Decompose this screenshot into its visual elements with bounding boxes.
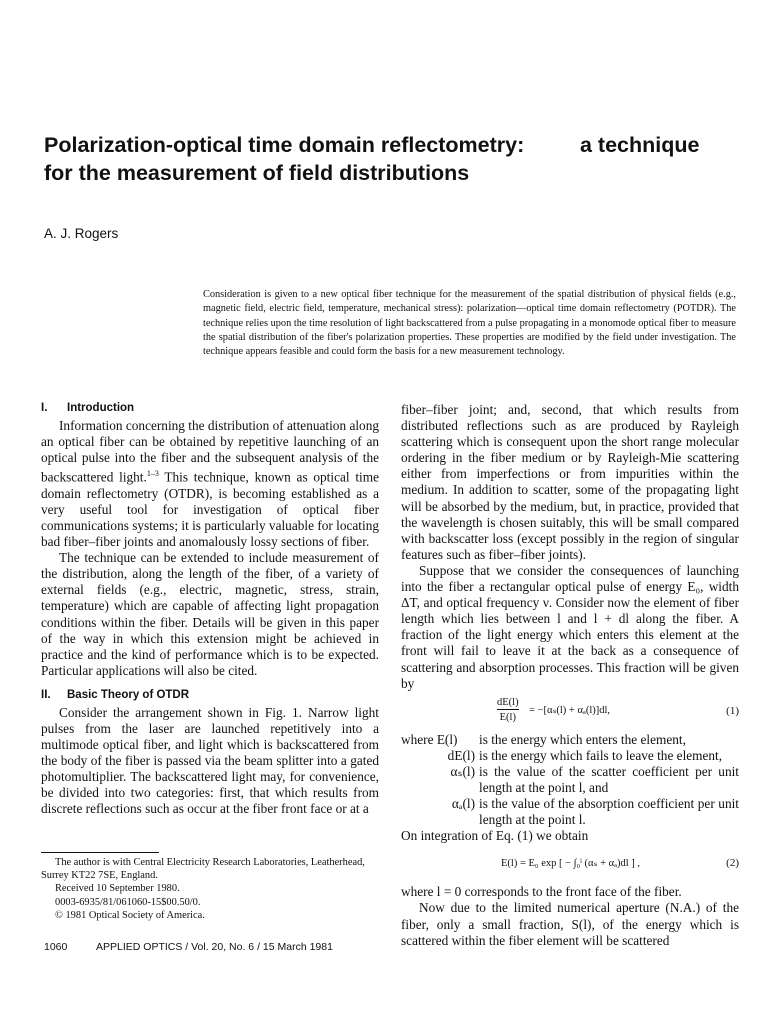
footnote-affiliation: The author is with Central Electricity Research Laboratories, Leatherhead, Surrey KT22 7SE, England. (41, 857, 365, 882)
paper-title (44, 131, 734, 187)
equation-1-number: (1) (726, 704, 739, 717)
definition-symbol: αₐ(l) (451, 796, 475, 812)
definition-item (401, 796, 739, 828)
definition-item (401, 748, 739, 764)
section-2-number: II. (41, 688, 51, 701)
right-column (401, 402, 739, 949)
equation-1-numerator: dE(l) (497, 696, 519, 708)
equation-1-fraction (497, 696, 519, 724)
page-number: 1060 (44, 941, 68, 953)
title-line-1a: Polarization-optical time domain reflectometry: (44, 133, 525, 157)
reference-superscript: 1–3 (146, 469, 159, 479)
abstract: Consideration is given to a new optical fiber technique for the measurement of the spatial distribution of physical fields (e.g., magnetic field, electric field, temperature, mechanical stress): polarization—optical time domain reflectometry (POTDR). The technique relies upon the time resolution of light backscattered from a pulse propagating in a monomode optical fiber to measure the spatial distribution of the fiber's polarization properties. These properties are modified by the field under investigation. The technique appears feasible and could form the basis for a new measurement technology. (203, 289, 736, 358)
definition-item (401, 732, 739, 748)
equation-1-denominator: E(l) (497, 709, 519, 724)
section-1-paragraph-1 (41, 418, 379, 550)
equation-1 (401, 694, 739, 730)
definition-symbol: dE(l) (447, 747, 475, 763)
title-line-1b: a technique (580, 133, 700, 157)
definition-symbol: αₛ(l) (450, 763, 475, 779)
footnote (41, 856, 381, 922)
footnote-received: Received 10 September 1980. (55, 883, 180, 895)
footnote-copyright: © 1981 Optical Society of America. (55, 909, 205, 921)
definition-text: is the value of the absorption coefficient per unit length at the point l. (479, 796, 739, 828)
section-2-title: Basic Theory of OTDR (67, 688, 190, 701)
definition-text: is the energy which fails to leave the element, (479, 747, 723, 763)
section-1-number: I. (41, 402, 48, 414)
equation-2 (401, 846, 739, 882)
right-paragraph-2: Suppose that we consider the consequences of launching into the fiber a rectangular optical pulse of energy E₀, width ΔT, and optical frequency ν. Consider now the element of fiber length which lies between l and l + dl along the fiber. A fraction of the light energy which enters this element at the front will fail to leave it at the back as a consequence of scattering and absorption processes. This fraction will be given by (401, 562, 739, 691)
section-1-title: Introduction (67, 402, 135, 414)
footnote-divider (41, 852, 159, 853)
definition-text: is the energy which enters the element, (479, 731, 686, 747)
footnote-code: 0003-6935/81/061060-15$00.50/0. (55, 896, 201, 908)
definition-text: is the value of the scatter coefficient per unit length at the point l, and (479, 763, 739, 795)
section-1-p1-rest: This technique, known as optical time domain reflectometry (OTDR), is becoming established as a very useful tool for investigation of optical fiber communications systems; it is particularly valuable for locating bad fiber–fiber joints and anomalously lossy sections of fiber. (41, 469, 379, 550)
journal-citation: APPLIED OPTICS / Vol. 20, No. 6 / 15 March 1981 (96, 941, 333, 953)
section-2-heading (41, 687, 379, 703)
right-paragraph-5: Now due to the limited numerical aperture (N.A.) of the fiber, only a small fraction, S(l), of the energy which is scattered within the fiber element will be scattered (401, 900, 739, 948)
section-1-heading (41, 400, 379, 416)
right-paragraph-1: fiber–fiber joint; and, second, that which results from distributed reflections such as are produced by Rayleigh scattering which is consequent upon the short range molecular ordering in the fiber medium or by Rayleigh-Mie scattering either from imperfections or from impurities within the medium. In addition to scatter, some of the propagating light will be absorbed by the medium, but, in practice, provided that the wavelength is chosen suitably, this will be small compared with backscatter loss (except possibly in the region of singular features such as fiber–fiber joints). (401, 402, 739, 562)
definition-item (401, 764, 739, 796)
left-column (41, 400, 379, 818)
author-name: A. J. Rogers (44, 226, 119, 241)
equation-1-body: = −[αₛ(l) + αₐ(l)]dl, (529, 704, 611, 716)
where-lead: where E(l) (401, 731, 458, 747)
right-paragraph-4: where l = 0 corresponds to the front face of the fiber. (401, 884, 682, 900)
right-paragraph-3: On integration of Eq. (1) we obtain (401, 828, 589, 844)
equation-2-number: (2) (726, 857, 739, 870)
section-2-paragraph-1: Consider the arrangement shown in Fig. 1. Narrow light pulses from the laser are launched repetitively into a multimode optical fiber, and light which is backscattered from the body of the fiber is passed via the beam splitter into a gated photomultiplier. The backscattered light may, for convenience, be divided into two categories: first, that which results from discrete reflections such as occur at the fiber front face or at a (41, 704, 379, 817)
title-line-2: for the measurement of field distributions (44, 161, 470, 185)
section-1-p1-text: Information concerning the distribution of attenuation along an optical fiber can be obtained by repetitive launching of an optical pulse into the fiber and the subsequent analysis of the backscattered light. (41, 418, 379, 485)
page-footer (44, 941, 333, 953)
definition-list (401, 732, 739, 829)
section-1-paragraph-2: The technique can be extended to include measurement of the distribution, along the length of the fiber, of a variety of external fields (e.g., electric, magnetic, stress, strain, temperature) which are capable of affecting light propagation conditions within the fiber. Details will be given in this paper of the way in which this extension might be achieved in practice and the kind of performance which is to be expected. Particular applications will also be cited. (41, 550, 379, 678)
equation-2-body: E(l) = E₀ exp [ − ∫₀ˡ (αₛ + αₐ)dl ] , (501, 858, 641, 870)
